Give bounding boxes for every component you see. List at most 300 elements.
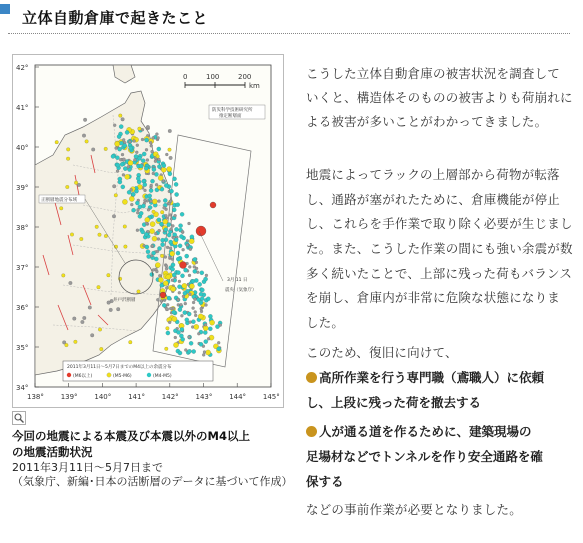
earthquake-map[interactable] [12, 54, 284, 408]
aftershock-dot [139, 164, 143, 168]
aftershock-dot [192, 307, 195, 310]
aftershock-dot [117, 135, 121, 139]
aftershock-dot [180, 303, 183, 306]
aftershock-dot [181, 230, 184, 233]
mainshock-dot [160, 292, 166, 298]
aftershock-dot [69, 281, 73, 285]
aftershock-dot [133, 158, 136, 161]
lon-tick-label: 144° [229, 393, 247, 401]
aftershock-dot [157, 165, 161, 169]
aftershock-dot [55, 140, 59, 144]
aftershock-dot [85, 140, 89, 144]
aftershock-dot [146, 125, 150, 129]
aftershock-dot [178, 291, 181, 294]
aftershock-dot [80, 237, 84, 241]
aftershock-dot [172, 316, 177, 321]
aftershock-dot [152, 236, 157, 241]
aftershock-dot [165, 286, 168, 289]
aftershock-dot [116, 163, 120, 167]
aftershock-dot [128, 140, 131, 143]
aftershock-dot [207, 337, 210, 340]
aftershock-dot [188, 274, 191, 277]
aftershock-dot [172, 177, 176, 181]
aftershock-dot [155, 270, 158, 273]
svg-text:防災科学技術研究所: 防災科学技術研究所 [212, 108, 253, 113]
aftershock-dot [167, 296, 171, 300]
aftershock-dot [149, 200, 152, 203]
aftershock-dot [104, 147, 108, 151]
aftershock-dot [199, 342, 203, 346]
aftershock-dot [157, 218, 161, 222]
svg-text:200: 200 [238, 73, 252, 81]
aftershock-dot [145, 222, 148, 225]
aftershock-dot [173, 342, 178, 347]
magnifier-icon[interactable] [12, 411, 26, 425]
caption-title-line1: 今回の地震による本震及び本震以外のM4以上 [12, 429, 250, 443]
aftershock-dot [166, 331, 170, 335]
aftershock-dot [181, 337, 185, 341]
aftershock-dot [205, 304, 208, 307]
aftershock-dot [192, 349, 196, 353]
aftershock-dot [131, 192, 135, 196]
aftershock-dot [166, 274, 171, 279]
aftershock-dot [174, 238, 178, 242]
aftershock-dot [171, 267, 175, 271]
aftershock-dot [137, 290, 141, 294]
aftershock-dot [154, 160, 157, 163]
svg-text:0: 0 [183, 73, 188, 81]
aftershock-dot [154, 232, 157, 235]
aftershock-dot [90, 334, 94, 338]
aftershock-dot [150, 184, 153, 187]
aftershock-dot [112, 215, 116, 219]
aftershock-dot [197, 332, 200, 335]
aftershock-dot [83, 316, 87, 320]
aftershock-dot [174, 227, 178, 231]
aftershock-dot [97, 285, 101, 289]
bullet-2-line3: 保する [306, 474, 344, 489]
body-p1-line2: いくと、構造体そのものの被害よりも荷崩れに [306, 90, 573, 105]
aftershock-dot [141, 159, 145, 163]
aftershock-dot [189, 284, 194, 289]
aftershock-dot [192, 301, 195, 304]
svg-text:(M6以上): (M6以上) [73, 374, 93, 379]
aftershock-dot [178, 351, 182, 355]
aftershock-dot [199, 301, 203, 305]
lon-tick-label: 140° [94, 393, 112, 401]
aftershock-dot [169, 156, 173, 160]
aftershock-dot [162, 303, 166, 307]
title-divider [8, 33, 570, 34]
aftershock-dot [100, 347, 104, 351]
lat-tick-label: 34° [16, 384, 29, 392]
aftershock-dot [188, 336, 191, 339]
aftershock-dot [171, 286, 176, 291]
aftershock-dot [204, 277, 208, 281]
lat-tick-label: 40° [16, 144, 29, 152]
bullet-dot-icon [306, 426, 317, 437]
aftershock-dot [157, 158, 160, 161]
aftershock-dot [74, 181, 78, 185]
aftershock-dot [149, 141, 152, 144]
aftershock-dot [91, 148, 95, 152]
aftershock-dot [146, 159, 149, 162]
aftershock-dot [172, 310, 176, 314]
aftershock-dot [157, 238, 160, 241]
svg-text:井戸沢断層: 井戸沢断層 [113, 298, 136, 303]
aftershock-dot [59, 207, 63, 211]
aftershock-dot [188, 293, 191, 296]
aftershock-dot [150, 229, 155, 234]
lon-tick-label: 145° [262, 393, 280, 401]
aftershock-dot [208, 314, 212, 318]
aftershock-dot [127, 190, 131, 194]
map-svg [13, 55, 283, 407]
aftershock-dot [160, 300, 163, 303]
aftershock-dot [121, 153, 124, 156]
aftershock-dot [123, 225, 127, 229]
lon-tick-label: 142° [161, 393, 179, 401]
aftershock-dot [121, 118, 125, 122]
aftershock-dot [70, 233, 74, 237]
aftershock-dot [185, 254, 189, 258]
aftershock-dot [130, 203, 133, 206]
lat-tick-label: 35° [16, 344, 29, 352]
aftershock-dot [189, 239, 194, 244]
aftershock-dot [122, 138, 125, 141]
aftershock-dot [121, 185, 125, 189]
aftershock-dot [157, 186, 161, 190]
aftershock-dot [129, 340, 133, 344]
aftershock-dot [65, 343, 69, 347]
aftershock-dot [133, 140, 136, 143]
lat-tick-label: 39° [16, 184, 29, 192]
caption-date: 2011年3月11日～5月7日まで [12, 461, 163, 474]
aftershock-dot [162, 180, 165, 183]
aftershock-dot [98, 328, 102, 332]
aftershock-dot [188, 265, 191, 268]
body-p2-line4: た。また、こうした作業の間にも強い余震が数 [306, 241, 573, 256]
aftershock-dot [183, 311, 187, 315]
aftershock-dot [141, 128, 144, 131]
aftershock-dot [200, 297, 204, 301]
aftershock-dot [203, 330, 207, 334]
aftershock-dot [155, 183, 158, 186]
aftershock-dot [138, 205, 142, 209]
aftershock-dot [152, 268, 155, 271]
aftershock-dot [200, 271, 204, 275]
aftershock-dot [83, 118, 87, 122]
svg-text:(M4-M5): (M4-M5) [153, 374, 172, 379]
aftershock-dot [204, 323, 207, 326]
aftershock-dot [113, 124, 116, 127]
aftershock-dot [179, 234, 183, 238]
aftershock-dot [138, 127, 142, 131]
aftershock-dot [160, 254, 164, 258]
aftershock-dot [135, 151, 138, 154]
aftershock-dot [157, 147, 161, 151]
aftershock-dot [163, 206, 166, 209]
aftershock-dot [112, 185, 116, 189]
aftershock-dot [155, 263, 160, 268]
aftershock-dot [187, 312, 191, 316]
aftershock-dot [184, 302, 187, 305]
lat-tick-label: 42° [16, 64, 29, 72]
body-p1-line3: よる被害が多いことがわかってきました。 [306, 114, 548, 129]
aftershock-dot [176, 251, 180, 255]
body-p2-line6: を崩し、倉庫内が非常に危険な状態になりま [306, 290, 561, 305]
aftershock-dot [155, 133, 158, 136]
aftershock-dot [150, 144, 153, 147]
aftershock-dot [154, 172, 158, 176]
aftershock-dot [206, 350, 211, 355]
aftershock-dot [129, 146, 133, 150]
aftershock-dot [139, 211, 143, 215]
aftershock-dot [158, 274, 161, 277]
aftershock-dot [111, 154, 115, 158]
mainshock-dot [180, 262, 187, 269]
aftershock-dot [147, 208, 150, 211]
aftershock-dot [193, 298, 196, 301]
svg-text:3月 11 日: 3月 11 日 [227, 278, 248, 283]
aftershock-dot [200, 307, 203, 310]
aftershock-dot [176, 330, 180, 334]
aftershock-dot [170, 228, 173, 231]
aftershock-dot [144, 232, 148, 236]
aftershock-dot [178, 308, 182, 312]
aftershock-dot [182, 283, 187, 288]
body-p3: このため、復旧に向けて、 [306, 345, 458, 360]
aftershock-dot [199, 292, 203, 296]
aftershock-dot [164, 183, 168, 187]
bullet-1-line2: し、上段に残った荷を撤去する [306, 395, 482, 410]
aftershock-dot [157, 136, 160, 139]
aftershock-dot [169, 189, 173, 193]
lon-tick-label: 141° [128, 393, 145, 401]
aftershock-dot [163, 219, 168, 224]
aftershock-dot [178, 244, 182, 248]
aftershock-dot [109, 308, 113, 312]
aftershock-dot [184, 349, 187, 352]
body-p2-line2: し、通路が塞がれたために、倉庫機能が停止 [306, 192, 561, 207]
aftershock-dot [143, 183, 147, 187]
aftershock-dot [198, 282, 202, 286]
body-p4: などの事前作業が必要となりました。 [306, 502, 522, 517]
aftershock-dot [165, 307, 169, 311]
aftershock-dot [141, 230, 145, 234]
aftershock-dot [200, 310, 203, 313]
svg-text:推定断層面: 推定断層面 [219, 114, 242, 119]
caption-source: （気象庁、新編･日本の活断層のデータに基づいて作成） [12, 475, 293, 488]
aftershock-dot [146, 250, 150, 254]
caption-title-line2: の地震活動状況 [12, 445, 93, 459]
aftershock-dot [189, 248, 192, 251]
aftershock-dot [107, 301, 111, 305]
aftershock-dot [206, 297, 210, 301]
aftershock-dot [171, 263, 175, 267]
aftershock-dot [125, 130, 129, 134]
mainshock-dot [196, 226, 206, 236]
aftershock-dot [210, 320, 215, 325]
aftershock-dot [174, 182, 178, 186]
aftershock-dot [169, 214, 172, 217]
aftershock-dot [194, 311, 197, 314]
aftershock-dot [172, 208, 176, 212]
aftershock-dot [168, 129, 172, 133]
aftershock-dot [152, 172, 155, 175]
aftershock-dot [116, 307, 120, 311]
aftershock-dot [66, 185, 70, 189]
lat-tick-label: 38° [16, 224, 29, 232]
aftershock-dot [158, 229, 161, 232]
aftershock-dot [150, 179, 154, 183]
aftershock-dot [162, 163, 166, 167]
aftershock-dot [205, 274, 208, 277]
aftershock-dot [158, 200, 161, 203]
aftershock-dot [183, 291, 187, 295]
aftershock-dot [66, 148, 70, 152]
aftershock-dot [174, 214, 177, 217]
aftershock-dot [167, 233, 171, 237]
aftershock-dot [148, 194, 152, 198]
aftershock-dot [136, 144, 139, 147]
aftershock-dot [73, 317, 77, 321]
svg-text:震央（気象庁）: 震央（気象庁） [225, 288, 257, 293]
aftershock-dot [82, 134, 86, 138]
aftershock-dot [141, 204, 145, 208]
aftershock-dot [169, 307, 172, 310]
aftershock-dot [81, 320, 85, 324]
aftershock-dot [158, 175, 163, 180]
aftershock-dot [147, 254, 151, 258]
aftershock-dot [152, 199, 157, 204]
aftershock-dot [190, 235, 194, 239]
body-p2-line1: 地震によってラックの上層部から荷物が転落 [306, 167, 560, 182]
aftershock-dot [119, 114, 123, 118]
aftershock-dot [156, 155, 160, 159]
aftershock-dot [169, 240, 173, 244]
aftershock-dot [170, 251, 175, 256]
svg-text:km: km [249, 82, 260, 90]
aftershock-dot [163, 198, 167, 202]
lat-tick-label: 36° [16, 304, 29, 312]
aftershock-dot [151, 150, 154, 153]
aftershock-dot [186, 244, 189, 247]
aftershock-dot [95, 225, 99, 229]
bullet-2-line2: 足場材などでトンネルを作り安全通路を確 [306, 449, 543, 464]
aftershock-dot [176, 203, 180, 207]
aftershock-dot [149, 188, 153, 192]
aftershock-dot [189, 341, 193, 345]
aftershock-dot [166, 303, 169, 306]
body-p2-line5: 多く続いたことで、上部に残った荷もバランス [306, 266, 573, 281]
aftershock-dot [134, 154, 138, 158]
aftershock-dot [168, 172, 172, 176]
aftershock-dot [145, 138, 149, 142]
aftershock-dot [161, 238, 165, 242]
aftershock-dot [167, 167, 172, 172]
aftershock-dot [128, 160, 133, 165]
aftershock-dot [129, 196, 134, 201]
aftershock-dot [169, 247, 172, 250]
svg-text:100: 100 [206, 73, 220, 81]
page-title: 立体自動倉庫で起きたこと [22, 9, 209, 27]
lon-tick-label: 139° [60, 393, 78, 401]
aftershock-dot [122, 158, 126, 162]
aftershock-dot [119, 141, 123, 145]
aftershock-dot [217, 341, 220, 344]
bullet-1-line1: 高所作業を行う専門職（鳶職人）に依頼 [306, 368, 576, 386]
aftershock-dot [88, 306, 92, 310]
aftershock-dot [204, 340, 208, 344]
aftershock-dot [136, 211, 139, 214]
aftershock-dot [165, 265, 168, 268]
aftershock-dot [161, 167, 166, 172]
figure-caption-title [12, 428, 302, 460]
aftershock-dot [107, 273, 111, 277]
aftershock-dot [74, 340, 78, 344]
aftershock-dot [98, 233, 102, 237]
aftershock-dot [116, 170, 119, 173]
aftershock-dot [163, 281, 168, 286]
aftershock-dot [203, 351, 206, 354]
aftershock-dot [154, 257, 158, 261]
aftershock-dot [179, 224, 183, 228]
aftershock-dot [180, 314, 183, 317]
aftershock-dot [142, 152, 146, 156]
aftershock-dot [145, 148, 148, 151]
aftershock-dot [62, 274, 66, 278]
aftershock-dot [171, 279, 174, 282]
aftershock-dot [120, 162, 124, 166]
aftershock-dot [119, 158, 122, 161]
aftershock-dot [144, 189, 147, 192]
aftershock-dot [198, 314, 203, 319]
aftershock-dot [176, 257, 180, 261]
mainshock-dot [210, 202, 216, 208]
aftershock-dot [185, 318, 189, 322]
aftershock-dot [194, 324, 199, 329]
aftershock-dot [119, 125, 123, 129]
aftershock-dot [180, 274, 184, 278]
aftershock-dot [184, 268, 188, 272]
lon-tick-label: 143° [195, 393, 213, 401]
aftershock-dot [66, 157, 70, 161]
aftershock-dot [152, 136, 155, 139]
aftershock-dot [150, 222, 155, 227]
svg-text:(M5-M6): (M5-M6) [113, 374, 132, 379]
aftershock-dot [115, 147, 118, 150]
aftershock-dot [193, 257, 197, 261]
aftershock-dot [164, 228, 168, 232]
title-marker [0, 4, 10, 14]
aftershock-dot [150, 254, 153, 257]
lon-tick-label: 138° [27, 393, 44, 401]
aftershock-dot [135, 201, 139, 205]
aftershock-dot [144, 166, 148, 170]
body-p2-line3: し、これらを手作業で取り除く必要が生じまし [306, 216, 573, 231]
aftershock-dot [165, 347, 169, 351]
aftershock-dot [171, 224, 174, 227]
aftershock-dot [219, 324, 222, 327]
aftershock-dot [132, 208, 136, 212]
aftershock-dot [171, 258, 174, 261]
aftershock-dot [125, 174, 130, 179]
aftershock-dot [187, 349, 191, 353]
aftershock-dot [177, 298, 180, 301]
aftershock-dot [118, 177, 122, 181]
aftershock-dot [161, 243, 165, 247]
